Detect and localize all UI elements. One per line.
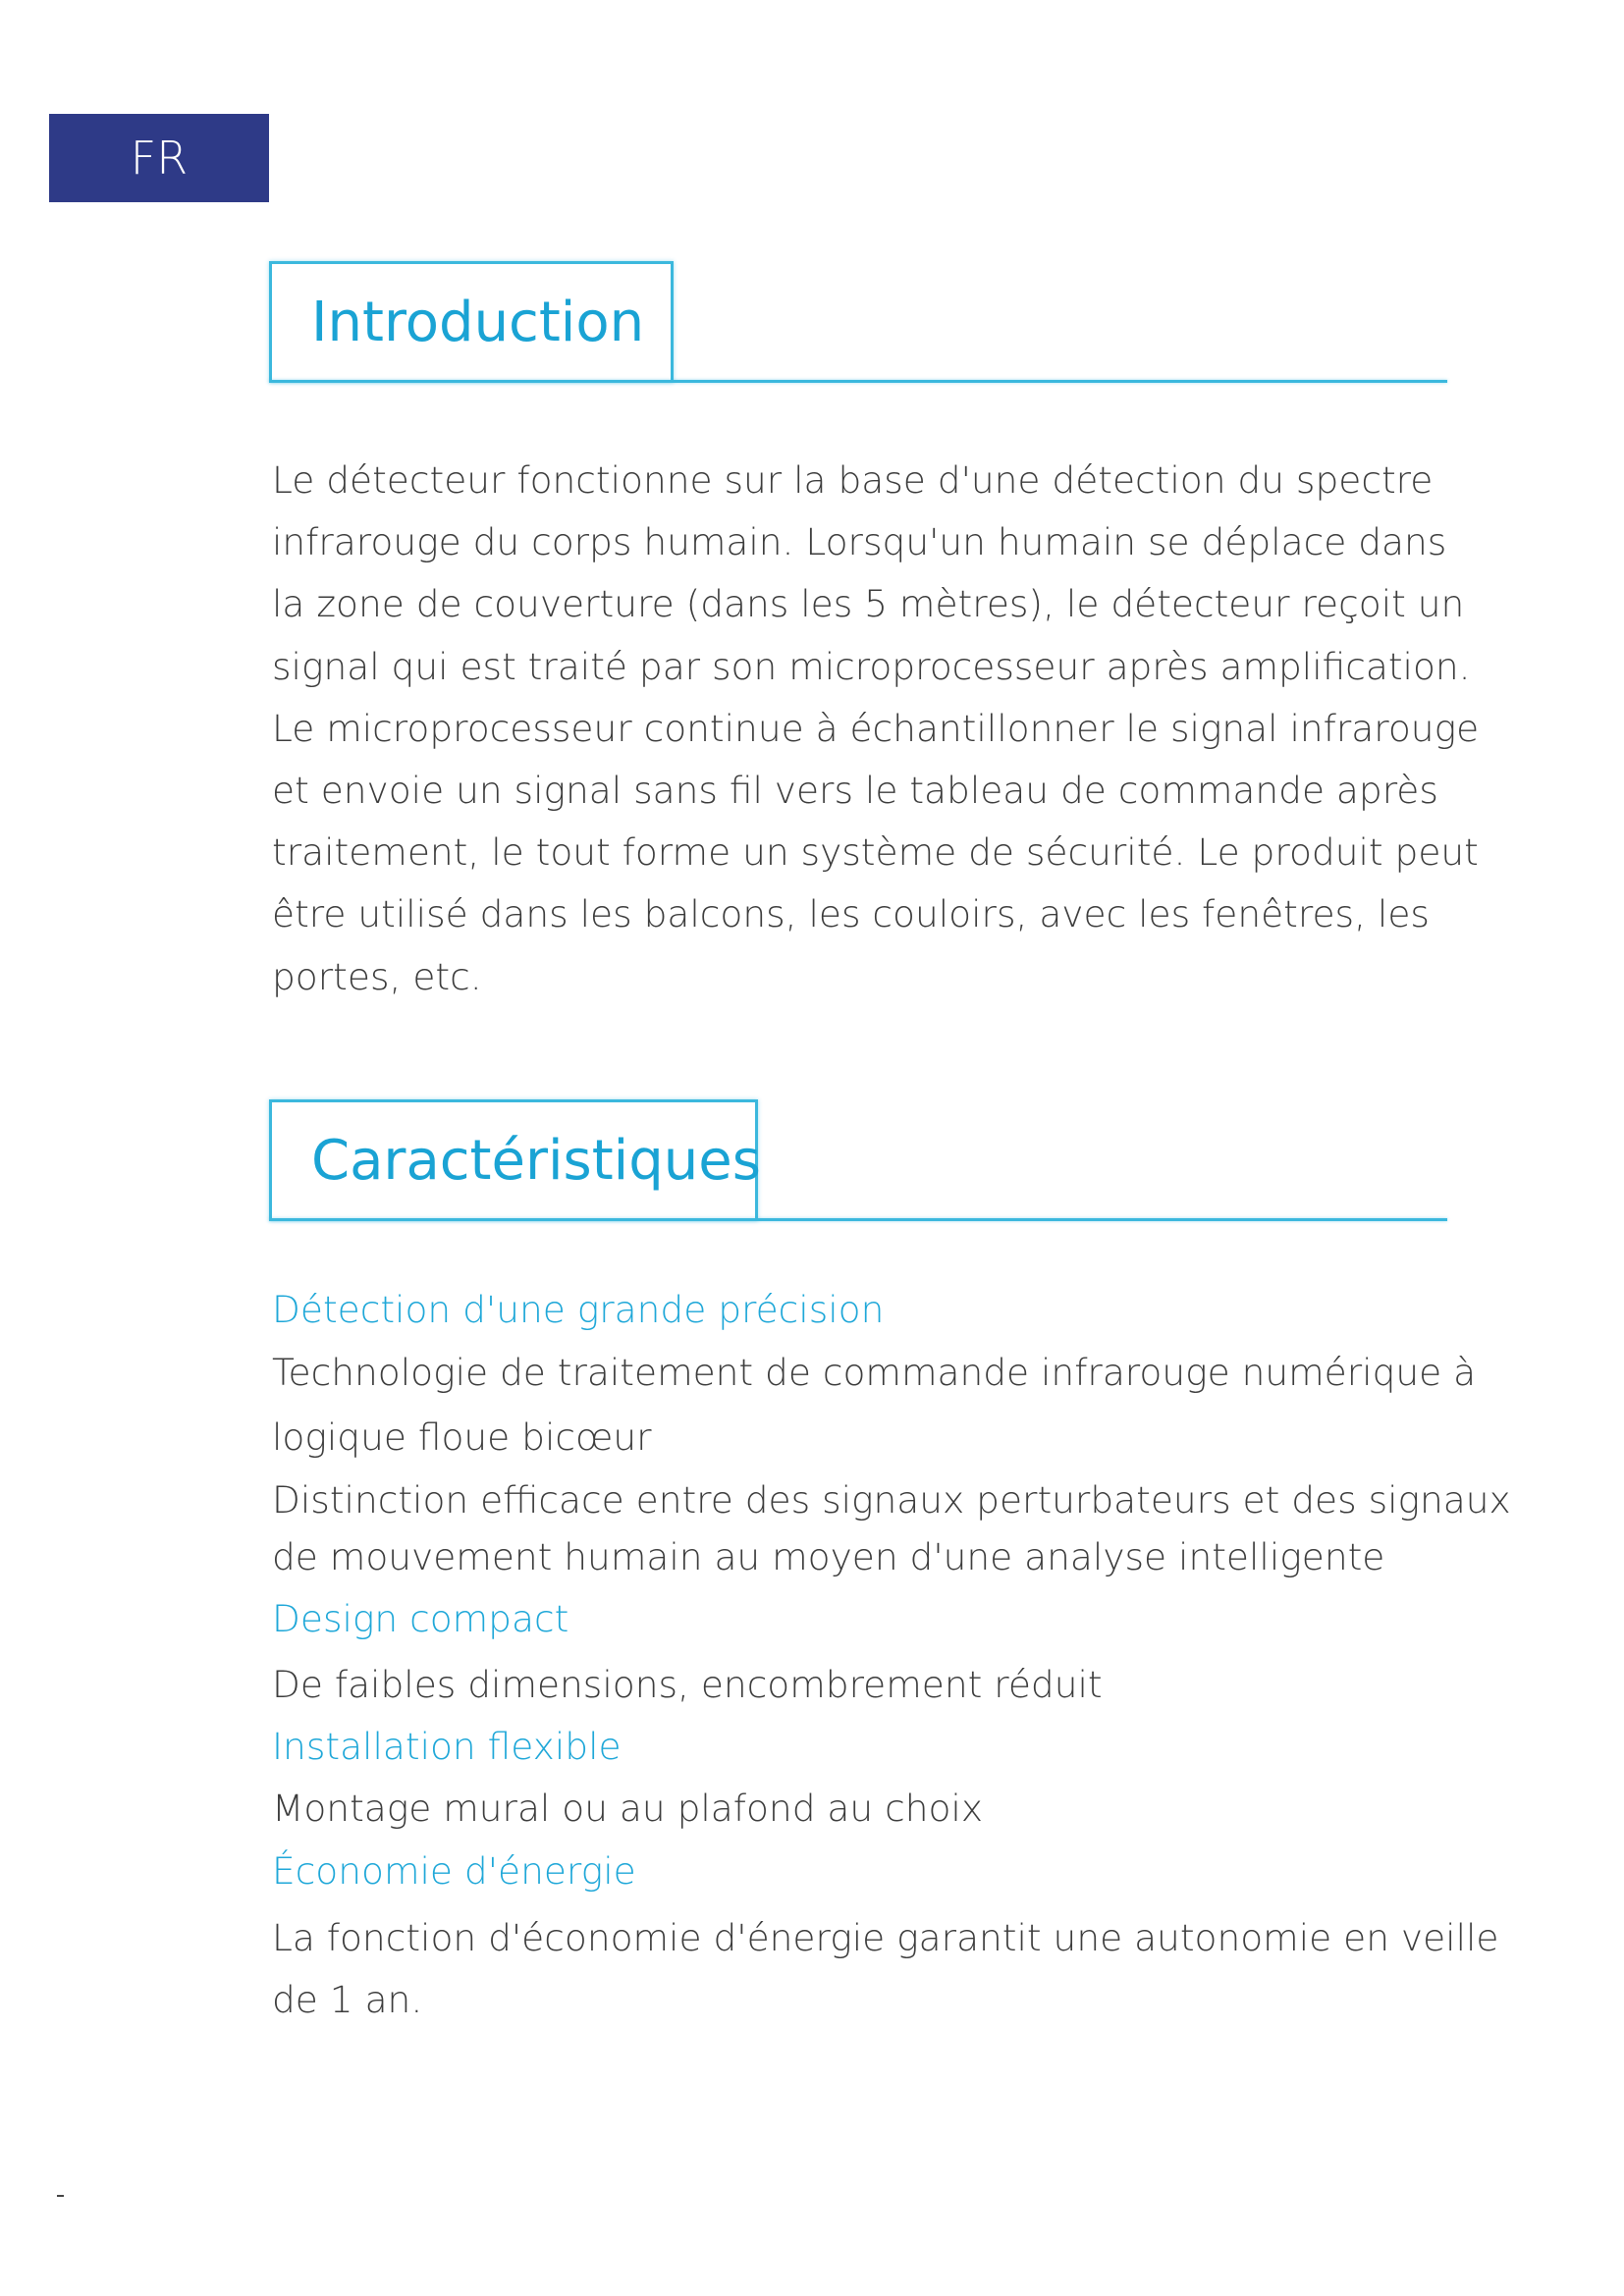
feature-title-installation: Installation flexible — [272, 1725, 622, 1768]
feature-description: de mouvement humain au moyen d'une analyse intelligente — [272, 1535, 1385, 1578]
paragraph-line: être utilisé dans les balcons, les couloirs, avec les fenêtres, les — [272, 892, 1430, 936]
feature-description: Technologie de traitement de commande infrarouge numérique à — [272, 1351, 1477, 1394]
paragraph-line: traitement, le tout forme un système de sécurité. Le produit peut — [272, 830, 1479, 875]
paragraph-line: infrarouge du corps humain. Lorsqu'un humain se déplace dans — [272, 520, 1447, 564]
footer-mark — [57, 2195, 64, 2197]
section-divider — [269, 380, 1447, 383]
feature-description: de 1 an. — [272, 1978, 423, 2021]
feature-description: De faibles dimensions, encombrement réduit — [272, 1663, 1103, 1706]
feature-description: Distinction efficace entre des signaux perturbateurs et des signaux — [272, 1478, 1511, 1522]
section-header-features — [269, 1099, 1447, 1227]
section-title-box — [269, 1099, 761, 1221]
paragraph-line: Le microprocesseur continue à échantillonner le signal infrarouge — [272, 706, 1480, 750]
language-badge: FR — [49, 114, 269, 202]
feature-description: logique floue bicœur — [272, 1415, 652, 1459]
feature-description: La fonction d'économie d'énergie garantit une autonomie en veille — [272, 1916, 1499, 1959]
section-title: Caractéristiques — [311, 1128, 761, 1193]
section-title: Introduction — [311, 290, 645, 354]
paragraph-line: signal qui est traité par son microprocesseur après amplification. — [272, 644, 1471, 688]
section-divider — [269, 1218, 1447, 1221]
section-title-box — [269, 261, 674, 383]
feature-title-energy: Économie d'énergie — [272, 1849, 636, 1893]
feature-title-compact: Design compact — [272, 1597, 569, 1640]
paragraph-line: la zone de couverture (dans les 5 mètres), le détecteur reçoit un — [272, 582, 1465, 626]
paragraph-line: portes, etc. — [272, 954, 482, 998]
paragraph-line: Le détecteur fonctionne sur la base d'une détection du spectre — [272, 458, 1434, 502]
feature-title-precision: Détection d'une grande précision — [272, 1288, 885, 1331]
paragraph-line: et envoie un signal sans fil vers le tableau de commande après — [272, 769, 1438, 813]
introduction-paragraph — [272, 450, 1480, 1008]
section-header-introduction — [269, 261, 1447, 389]
feature-description: Montage mural ou au plafond au choix — [272, 1787, 984, 1830]
